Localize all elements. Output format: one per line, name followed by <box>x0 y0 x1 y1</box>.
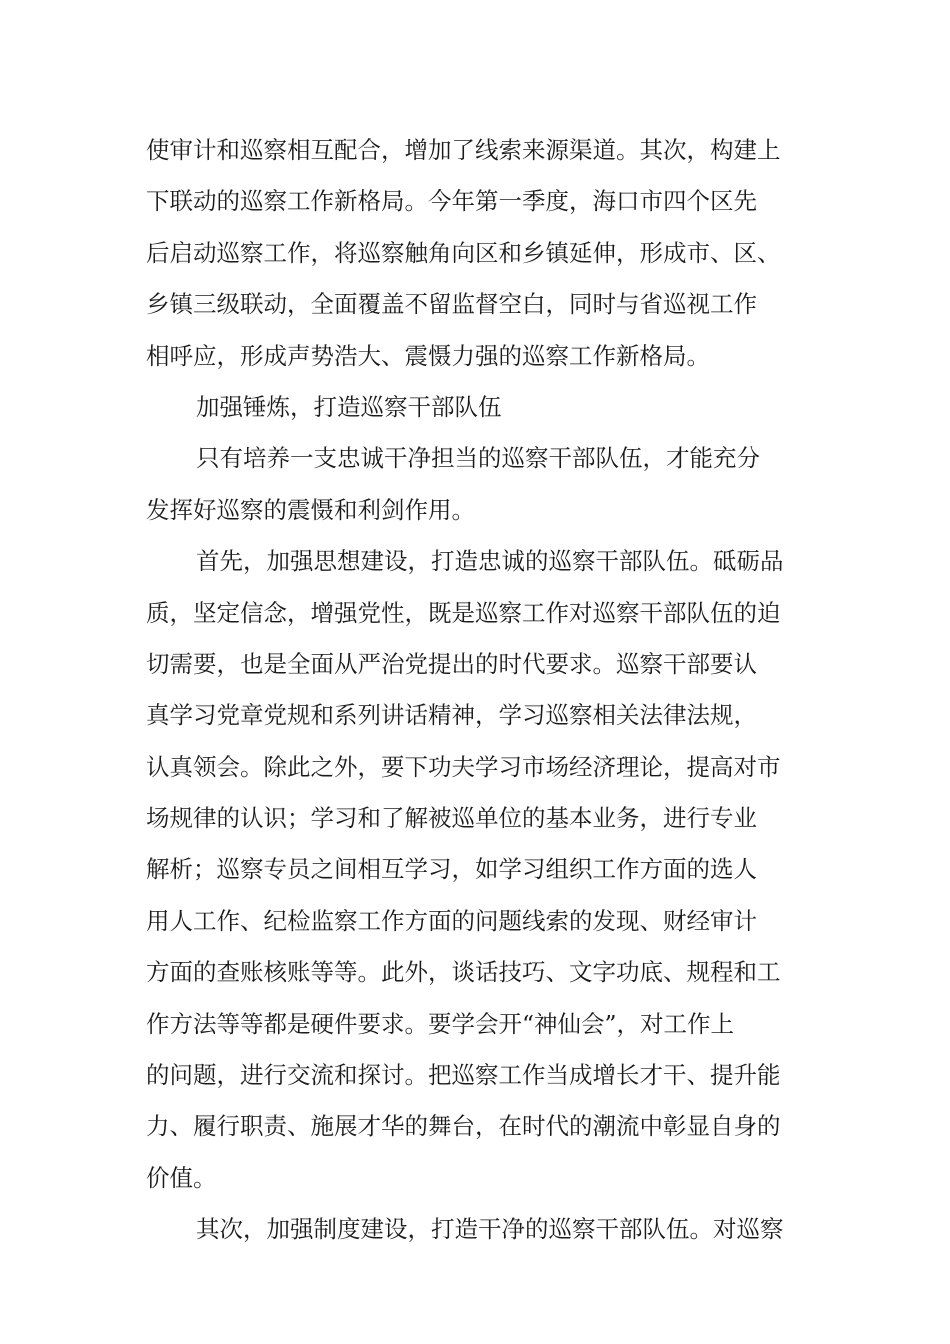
text-line-5: 相呼应，形成声势浩大、震慑力强的巡察工作新格局。 <box>146 341 710 370</box>
text-line-8: 发挥好巡察的震慑和利剑作用。 <box>146 495 475 524</box>
text-line-12: 真学习党章党规和系列讲话精神，学习巡察相关法律法规， <box>146 701 757 730</box>
text-line-13: 认真领会。除此之外，要下功夫学习市场经济理论，提高对市 <box>146 752 781 781</box>
section-heading: 加强锤炼，打造巡察干部队伍 <box>196 392 502 421</box>
text-line-21: 价值。 <box>146 1163 217 1192</box>
text-line-15: 解析；巡察专员之间相互学习，如学习组织工作方面的选人 <box>146 855 757 884</box>
text-line-1: 使审计和巡察相互配合，增加了线索来源渠道。其次，构建上 <box>146 136 781 164</box>
text-line-16: 用人工作、纪检监察工作方面的问题线索的发现、财经审计 <box>146 906 757 935</box>
text-line-7: 只有培养一支忠诚干净担当的巡察干部队伍，才能充分 <box>196 444 760 473</box>
text-line-3: 后启动巡察工作，将巡察触角向区和乡镇延伸，形成市、区、 <box>146 238 781 267</box>
body-text <box>146 125 808 1256</box>
text-line-10: 质，坚定信念，增强党性，既是巡察工作对巡察干部队伍的迫 <box>146 598 781 627</box>
text-line-11: 切需要，也是全面从严治党提出的时代要求。巡察干部要认 <box>146 649 757 678</box>
text-line-4: 乡镇三级联动，全面覆盖不留监督空白，同时与省巡视工作 <box>146 290 757 319</box>
text-line-2: 下联动的巡察工作新格局。今年第一季度，海口市四个区先 <box>146 187 757 216</box>
text-line-20: 力、履行职责、施展才华的舞台，在时代的潮流中彰显自身的 <box>146 1112 781 1141</box>
text-line-19: 的问题，进行交流和探讨。把巡察工作当成增长才干、提升能 <box>146 1061 781 1090</box>
text-line-14: 场规律的认识；学习和了解被巡单位的基本业务，进行专业 <box>146 804 757 833</box>
text-line-17: 方面的查账核账等等。此外，谈话技巧、文字功底、规程和工 <box>146 958 781 987</box>
text-line-9: 首先，加强思想建设，打造忠诚的巡察干部队伍。砥砺品 <box>196 547 784 576</box>
text-line-18: 作方法等等都是硬件要求。要学会开“神仙会”，对工作上 <box>146 1009 735 1038</box>
text-line-22: 其次，加强制度建设，打造干净的巡察干部队伍。对巡察 <box>196 1215 784 1244</box>
